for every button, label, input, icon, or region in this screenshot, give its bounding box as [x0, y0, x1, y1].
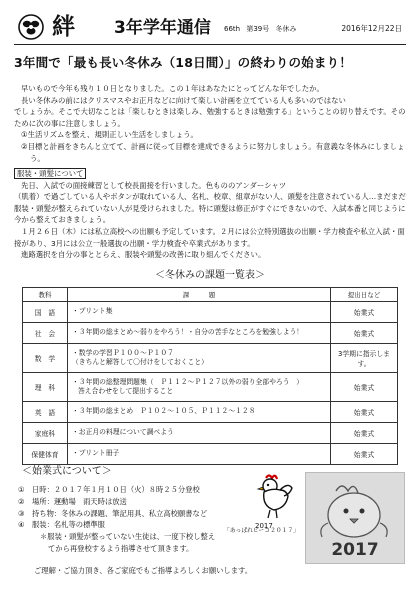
- item-text: 日時：２０１７年１月１０日（火）８時２５分登校: [32, 485, 200, 494]
- table-row: [23, 302, 398, 323]
- illustration-caption: 「あっぱれビーコ２０１７」: [224, 528, 300, 534]
- subject-cell: 数 学: [23, 344, 68, 373]
- item-number: ①: [18, 485, 25, 494]
- ceremony-note: ＊服装・頭髪が整っていない生徒は、一度下校し整え: [40, 532, 216, 542]
- task-line: 答え合わせをして提出すること: [78, 387, 174, 395]
- table-row: [23, 323, 398, 344]
- due-cell: 始業式: [331, 402, 398, 423]
- newsletter-title: 3年学年通信: [114, 18, 211, 38]
- due-cell: 始業式: [331, 444, 398, 465]
- table-row: [23, 344, 398, 373]
- subject-cell: 英 語: [23, 402, 68, 423]
- table-row: [23, 444, 398, 465]
- uniform-line: （肌着）で過ごしている人やボタンが取れている人、名札、校章、組章がない人、頭髪を注意されている人…まだまだ服装・頭髪が整えられていない人が見受けられました。特に頭髪は修正がすぐにできないので、入試本番と同じように今から整えておきましょう。: [14, 192, 406, 225]
- uniform-section: [14, 168, 406, 261]
- task-cell: [68, 373, 331, 402]
- issue-date: 2016年12月22日: [341, 24, 402, 33]
- due-cell: 始業式: [331, 423, 398, 444]
- issue-label: 第39号: [246, 25, 270, 33]
- intro-text: [14, 83, 406, 164]
- due-cell: 始業式: [331, 302, 398, 323]
- newsletter-name: 絆: [52, 14, 75, 40]
- due-cell: 始業式: [331, 323, 398, 344]
- school-emblem-icon: [18, 14, 44, 40]
- headline: 3年間で「最も長い冬休み（18日間）」の終わりの始まり！: [14, 55, 352, 70]
- table-row: [23, 373, 398, 402]
- task-cell: [68, 444, 331, 465]
- issue-number: 66th: [224, 25, 241, 33]
- task-line: （きちんと解答して〇付けをしておくこと）: [72, 358, 208, 366]
- chick-drawing-icon: [306, 473, 404, 563]
- ceremony-title: ＜始業式について＞: [22, 466, 112, 477]
- subject-cell: 理 科: [23, 373, 68, 402]
- table-header-due: 提出日など: [331, 288, 398, 302]
- rooster-year-label: 2017: [255, 522, 273, 530]
- drawing-photo: [305, 472, 405, 564]
- ceremony-item: [18, 508, 278, 520]
- task-line: ・プリント集: [72, 307, 113, 316]
- intro-line: 早いもので今年も残り１０日となりました。この１年はあなたにとってどんな年でしたか。: [21, 84, 324, 93]
- ceremony-closing: ご理解・ご協力頂き、各ご家庭でもご指導よろしくお願いします。: [34, 566, 253, 575]
- task-line: ・プリント冊子: [72, 449, 120, 458]
- item-number: ②: [18, 496, 25, 506]
- task-line: ・お正月の料理について調べよう: [72, 428, 174, 437]
- task-cell: [68, 402, 331, 423]
- uniform-line: １月２６日（木）には私立高校への出願も予定しています。２月には公立特別選抜の出願・学力検査や私立入試・面接があり、3月には公立一般選抜の出願・学力検査や卒業式があります。: [14, 226, 405, 248]
- intro-line: 長い冬休みの前にはクリスマスやお正月などに向けて楽しい計画を立てている人も多いのではない: [21, 95, 346, 105]
- task-line: ・３年間の総整理問題集（ Ｐ１１２～Ｐ１２７以外の弱り全部やろう ）: [72, 377, 304, 386]
- item-text: 服装：名札等の標準服: [32, 520, 105, 530]
- uniform-line: 先日、入試での面接練習として校長面接を行いました。色もののアンダーシャツ: [21, 180, 287, 190]
- task-line: ・３年間の総まとめ～弱りをやろう！・自分の苦手なところを勉強しよう！: [72, 328, 304, 337]
- ceremony-list: [18, 484, 278, 555]
- intro-line: でしょうか。そこで大切なことは「楽しむときは楽しみ、勉強するときは勉強する」ということの切り替えです。そのために次の事に注意しましょう。: [14, 107, 406, 128]
- table-row: [23, 423, 398, 444]
- due-cell: 始業式: [331, 373, 398, 402]
- task-cell: [68, 344, 331, 373]
- issue-subtitle: 冬休み: [275, 25, 297, 33]
- task-cell: [68, 323, 331, 344]
- subject-cell: 保健体育: [23, 444, 68, 465]
- photo-year-text: 2017: [331, 540, 379, 560]
- ceremony-item: [18, 496, 278, 508]
- table-header-row: [23, 288, 398, 302]
- task-line: ・３年間の総まとめ Ｐ１０２～１０５、Ｐ１１２～１２８: [72, 407, 256, 416]
- item-number: ④: [18, 520, 25, 530]
- task-line: ・数学の学習Ｐ１００～Ｐ１０７: [72, 348, 174, 357]
- newsletter-header: [14, 14, 406, 45]
- ceremony-note: てから再登校するよう指導させて頂きます。: [48, 543, 194, 553]
- point-item: ②目標と計画をきちんと立てて、計画に従って目標を達成できるように努力しましょう。有意義な冬休みにしましょう。: [21, 141, 405, 163]
- subject-cell: 国 語: [23, 302, 68, 323]
- subject-cell: 家庭科: [23, 423, 68, 444]
- task-cell: [68, 302, 331, 323]
- issue-info: [224, 24, 300, 34]
- item-number: ③: [18, 508, 25, 518]
- homework-table: [22, 287, 398, 465]
- subject-cell: 社 会: [23, 323, 68, 344]
- table-header-subject: 教科: [23, 288, 68, 302]
- table-row: [23, 402, 398, 423]
- point-item: ①生活リズムを整え、規則正しい生活をしましょう。: [21, 130, 198, 140]
- ceremony-item: [18, 484, 278, 496]
- item-text: 場所：運動場 雨天時は放送: [32, 496, 127, 506]
- rooster-illustration-icon: [252, 472, 294, 520]
- due-cell: 3学期に指示します。: [331, 344, 398, 373]
- table-header-task: 課 題: [68, 288, 331, 302]
- task-cell: [68, 423, 331, 444]
- homework-table-title: ＜冬休みの課題一覧表＞: [155, 270, 265, 281]
- item-text: 持ち物：冬休みの課題、筆記用具、私立高校願書など: [32, 508, 208, 518]
- uniform-label: 服装・頭髪について: [14, 168, 86, 179]
- uniform-line: 進路選択を自分の事ととらえ、服装や頭髪の改善に取り組んでください。: [21, 250, 266, 260]
